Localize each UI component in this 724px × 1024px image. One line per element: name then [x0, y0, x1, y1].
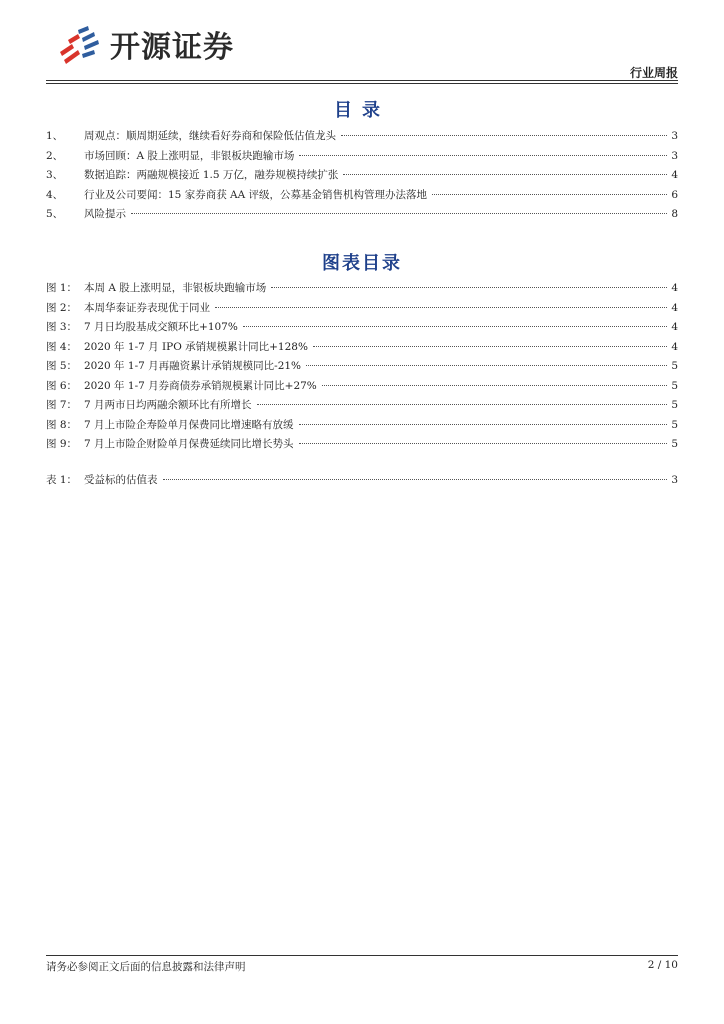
dot-leader: [432, 194, 667, 195]
toc-entry-page-number: 8: [671, 208, 678, 220]
figure-entry-number: 图 7：: [46, 399, 78, 411]
toc-entry[interactable]: [46, 148, 678, 168]
dot-leader: [343, 174, 667, 175]
figure-entry-title[interactable]: 本周 A 股上涨明显，非银板块跑输市场: [84, 282, 267, 294]
figure-entry-page-number: 5: [671, 360, 678, 372]
dot-leader: [215, 307, 667, 308]
toc-list: [46, 128, 678, 226]
dot-leader: [299, 443, 667, 444]
page-indicator: 2 / 10: [647, 959, 678, 971]
figure-entry-page-number: 4: [671, 321, 678, 333]
dot-leader: [313, 346, 667, 347]
toc-entry-page-number: 6: [671, 188, 678, 201]
figure-list-heading: 图表目录: [322, 253, 402, 274]
figure-list: [46, 280, 678, 456]
dot-leader: [163, 479, 668, 480]
toc-entry[interactable]: [46, 206, 678, 226]
toc-entry-number: 4、: [46, 188, 64, 201]
dot-leader: [299, 155, 667, 156]
toc-entry[interactable]: [46, 128, 678, 148]
figure-entry-title[interactable]: 7 月日均股基成交额环比+107%: [84, 321, 238, 333]
figure-entry-number: 图 6：: [46, 379, 78, 392]
figure-entry-title[interactable]: 2020 年 1-7 月再融资累计承销规模同比-21%: [84, 360, 302, 372]
figure-entry-page-number: 4: [671, 340, 678, 353]
figure-entry-page-number: 5: [671, 438, 678, 450]
figure-entry-title[interactable]: 2020 年 1-7 月券商债券承销规模累计同比+27%: [84, 379, 317, 392]
figure-entry-title[interactable]: 7 月上市险企财险单月保费延续同比增长势头: [84, 438, 294, 450]
figure-entry[interactable]: [46, 417, 678, 437]
toc-entry-number: 1、: [46, 130, 64, 142]
header-divider-thin: [46, 83, 678, 84]
table-entry-page-number: 3: [671, 474, 678, 486]
toc-entry-number: 3、: [46, 169, 64, 181]
table-list: [46, 472, 678, 492]
figure-entry-page-number: 4: [671, 282, 678, 294]
footer-divider: [46, 955, 678, 956]
company-logo-icon: [54, 22, 102, 66]
figure-entry-number: 图 3：: [46, 321, 78, 333]
table-entry[interactable]: [46, 472, 678, 492]
toc-entry-title[interactable]: 市场回顾：A 股上涨明显，非银板块跑输市场: [84, 149, 295, 162]
figure-entry[interactable]: [46, 436, 678, 456]
table-entry-title[interactable]: 受益标的估值表: [84, 474, 158, 486]
toc-entry[interactable]: [46, 167, 678, 187]
toc-entry[interactable]: [46, 187, 678, 207]
dot-leader: [299, 424, 667, 425]
figure-entry[interactable]: [46, 339, 678, 359]
dot-leader: [341, 135, 667, 136]
footer-disclaimer: 请务必参阅正文后面的信息披露和法律声明: [46, 961, 246, 973]
company-logo: [54, 22, 234, 66]
dot-leader: [271, 287, 667, 288]
figure-entry[interactable]: [46, 397, 678, 417]
report-type-label: 行业周报: [629, 66, 678, 80]
figure-entry[interactable]: [46, 280, 678, 300]
figure-entry[interactable]: [46, 319, 678, 339]
toc-entry-title[interactable]: 行业及公司要闻：15 家券商获 AA 评级，公募基金销售机构管理办法落地: [84, 188, 428, 201]
dot-leader: [243, 326, 667, 327]
figure-entry-number: 图 9：: [46, 438, 78, 450]
figure-entry-title[interactable]: 2020 年 1-7 月 IPO 承销规模累计同比+128%: [84, 340, 308, 353]
figure-entry-title[interactable]: 7 月上市险企寿险单月保费同比增速略有放缓: [84, 418, 294, 431]
figure-entry-title[interactable]: 本周华泰证券表现优于同业: [84, 301, 210, 314]
toc-entry-number: 2、: [46, 149, 64, 162]
figure-entry-title[interactable]: 7 月两市日均两融余额环比有所增长: [84, 399, 252, 411]
toc-entry-page-number: 3: [671, 130, 678, 142]
figure-entry-number: 图 1：: [46, 282, 78, 294]
toc-entry-number: 5、: [46, 208, 64, 220]
header-divider: [46, 80, 678, 81]
toc-entry-title[interactable]: 周观点：顺周期延续，继续看好券商和保险低估值龙头: [84, 130, 336, 142]
figure-entry-page-number: 5: [671, 418, 678, 431]
figure-entry[interactable]: [46, 378, 678, 398]
figure-entry-number: 图 4：: [46, 340, 78, 353]
table-entry-number: 表 1：: [46, 474, 78, 486]
dot-leader: [306, 365, 667, 366]
figure-entry-number: 图 2：: [46, 301, 78, 314]
brand-name: 开源证券: [110, 30, 234, 65]
toc-entry-page-number: 4: [671, 169, 678, 181]
figure-entry-number: 图 8：: [46, 418, 78, 431]
figure-entry-number: 图 5：: [46, 360, 78, 372]
figure-entry[interactable]: [46, 358, 678, 378]
toc-entry-page-number: 3: [671, 149, 678, 162]
dot-leader: [131, 213, 667, 214]
figure-entry-page-number: 4: [671, 301, 678, 314]
dot-leader: [257, 404, 667, 405]
toc-entry-title[interactable]: 风险提示: [84, 208, 126, 220]
figure-entry-page-number: 5: [671, 379, 678, 392]
figure-entry-page-number: 5: [671, 399, 678, 411]
toc-entry-title[interactable]: 数据追踪：两融规模接近 1.5 万亿，融券规模持续扩张: [84, 169, 339, 181]
figure-entry[interactable]: [46, 300, 678, 320]
toc-heading: 目录: [334, 100, 390, 121]
dot-leader: [322, 385, 667, 386]
